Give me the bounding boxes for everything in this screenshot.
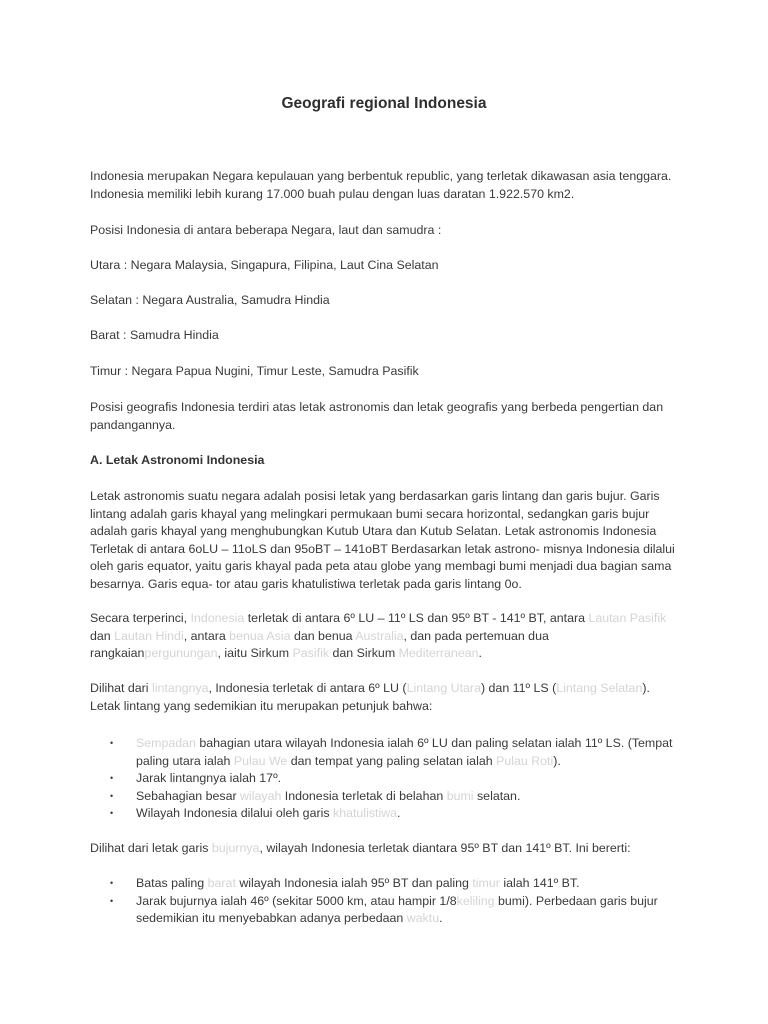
text: Wilayah Indonesia dilalui oleh garis — [136, 806, 333, 821]
link-indonesia[interactable]: Indonesia — [190, 611, 245, 625]
link-lautan-hindi[interactable]: Lautan Hindi — [114, 628, 184, 643]
link-khatulistiwa[interactable]: khatulistiwa — [333, 806, 398, 821]
text: ) dan 11º LS ( — [480, 681, 557, 695]
text: Indonesia terletak di belahan — [281, 788, 447, 803]
posisi-geografis-paragraph: Posisi geografis Indonesia terdiri atas letak astronomis dan letak geografis yang berbeda pengertian dan pandangannya. — [90, 400, 664, 432]
astronomis-paragraph: Letak astronomis suatu negara adalah posisi letak yang berdasarkan garis lintang dan garis bujur. Garis lintang adalah garis khayal yang melingkari permukaan bumi secara horizontal, sedangkan garis bujur adalah garis khayal yang menghubungkan Kutub Utara dan Kutub Selatan. Letak astronomis Indonesia Terletak di antara 6oLU – 11oLS dan 95oBT – 141oBT Berdasarkan letak astrono- misnya Indonesia dilalui oleh garis equator, yaitu garis khayal pada peta atau globe yang membagi bumi menjadi dua bagian sama besarnya. Garis equa- tor atau garis khatulistiwa terletak pada garis lintang 0o. — [90, 489, 675, 591]
link-sempadan[interactable]: Sempadan — [136, 736, 196, 750]
section-heading-astronomi: A. Letak Astronomi Indonesia — [90, 453, 265, 467]
link-benua-asia[interactable]: benua Asia — [229, 628, 291, 643]
utara-paragraph: Utara : Negara Malaysia, Singapura, Filipina, Laut Cina Selatan — [90, 258, 439, 272]
bullet-glyph: • — [110, 895, 114, 906]
text: Batas paling — [136, 876, 208, 890]
link-pasifik[interactable]: Pasifik — [292, 646, 330, 661]
timur-paragraph: Timur : Negara Papua Nugini, Timur Leste, Samudra Pasifik — [90, 364, 419, 378]
list-item — [90, 788, 680, 806]
link-bujurnya[interactable]: bujurnya — [211, 841, 260, 855]
link-australia[interactable]: Australia — [355, 628, 404, 643]
text: dan Sirkum — [329, 646, 399, 661]
list-item — [90, 770, 680, 788]
link-pergunungan[interactable]: pergunungan — [144, 646, 218, 661]
link-lintangnya[interactable]: lintangnya — [151, 681, 209, 695]
link-bumi[interactable]: bumi — [446, 788, 474, 803]
text: ialah 141º BT. — [499, 876, 580, 890]
link-barat[interactable]: barat — [207, 876, 236, 890]
text: bahagian utara wilayah Indonesia ialah 6º LU dan paling selatan ialah 11º LS. (Tempat paling utara ialah — [136, 736, 673, 768]
text: bumi). Perbedaan garis bujur sedemikian itu menyebabkan adanya perbedaan — [136, 893, 658, 926]
list-item — [90, 893, 680, 928]
bullet-glyph: • — [110, 773, 114, 784]
link-mediterranean[interactable]: Mediterranean — [398, 646, 479, 661]
selatan-paragraph: Selatan : Negara Australia, Samudra Hindia — [90, 293, 330, 307]
dilihat-lintang-paragraph — [90, 680, 680, 715]
text: , Indonesia terletak di antara 6º LU ( — [208, 681, 407, 695]
list-item — [90, 875, 680, 893]
link-timur[interactable]: timur — [472, 876, 500, 890]
link-keliling[interactable]: keliling — [456, 893, 495, 908]
link-pulau-roti[interactable]: Pulau Roti — [496, 753, 554, 768]
link-wilayah[interactable]: wilayah — [240, 788, 282, 803]
text: dan — [90, 628, 115, 643]
text: Jarak lintangnya ialah 17º. — [136, 771, 282, 786]
text: terletak di antara 6º LU – 11º LS dan 95º BT - 141º BT, antara — [244, 611, 589, 625]
bullet-glyph: • — [110, 808, 114, 819]
posisi-intro-paragraph: Posisi Indonesia di antara beberapa Negara, laut dan samudra : — [90, 223, 442, 237]
link-lautan-pasifik[interactable]: Lautan Pasifik — [588, 611, 667, 625]
text: Sebahagian besar — [136, 788, 241, 803]
bullet-glyph: • — [110, 738, 114, 748]
barat-paragraph: Barat : Samudra Hindia — [90, 328, 219, 342]
text: Dilihat dari letak garis — [90, 841, 212, 855]
text: wilayah Indonesia ialah 95º BT dan paling — [235, 876, 473, 890]
link-pulau-we[interactable]: Pulau We — [233, 753, 288, 768]
text: , antara — [183, 628, 230, 643]
lintang-bullet-list — [90, 735, 680, 823]
link-lintang-utara[interactable]: Lintang Utara — [406, 681, 481, 695]
text: . — [439, 911, 443, 926]
text: , iaitu Sirkum — [217, 646, 293, 661]
list-item — [90, 735, 680, 770]
text: , wilayah Indonesia terletak diantara 95º BT dan 141º BT. Ini bererti: — [259, 841, 631, 855]
intro-paragraph: Indonesia merupakan Negara kepulauan yang berbentuk republic, yang terletak dikawasan asia tenggara. Indonesia memiliki lebih kurang 17.000 buah pulau dengan luas daratan 1.922.570 km2. — [90, 169, 672, 201]
text: selatan. — [473, 788, 521, 803]
bullet-glyph: • — [110, 878, 114, 888]
text: , dan pada pertemuan dua rangkaian — [90, 628, 549, 661]
text: dan tempat yang paling selatan ialah — [287, 753, 497, 768]
text: Secara terperinci, — [90, 611, 191, 625]
list-item — [90, 805, 680, 823]
link-waktu[interactable]: waktu — [406, 911, 440, 926]
text: . — [478, 646, 482, 661]
text: Dilihat dari — [90, 681, 152, 695]
text: ). — [553, 753, 561, 768]
link-lintang-selatan[interactable]: Lintang Selatan — [556, 681, 643, 695]
dilihat-bujur-paragraph — [90, 840, 680, 858]
text: dan benua — [290, 628, 356, 643]
bujur-bullet-list — [90, 875, 680, 928]
bullet-glyph: • — [110, 790, 114, 801]
text: Jarak bujurnya ialah 46º (sekitar 5000 km, atau hampir 1/8 — [136, 893, 457, 908]
terperinci-paragraph — [90, 610, 680, 663]
text: ). Letak lintang yang sedemikian itu merupakan petunjuk bahwa: — [90, 681, 650, 713]
text: . — [397, 806, 401, 821]
page-title: Geografi regional Indonesia — [281, 95, 487, 112]
